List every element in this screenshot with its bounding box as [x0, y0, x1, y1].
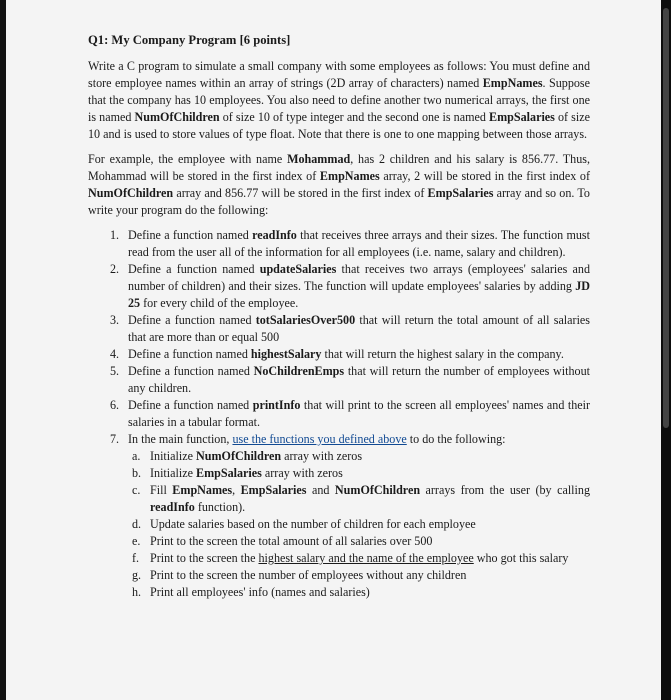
subtask-text [150, 551, 568, 565]
right-scrollbar[interactable] [661, 0, 671, 700]
task-number: 4. [110, 347, 120, 361]
bold-term: EmpSalaries [240, 483, 307, 497]
text-run: that will return the number of employees without any children. [128, 364, 590, 395]
question-content [88, 32, 590, 601]
text-run: Update salaries based on the number of children for each employee [150, 517, 476, 531]
scrollbar-thumb[interactable] [663, 8, 669, 428]
task-text [128, 262, 590, 310]
subtask-letter: e. [132, 534, 141, 548]
task-item [88, 397, 590, 431]
subtask-list [128, 448, 590, 601]
task-number: 1. [110, 228, 120, 242]
underlined-text: highest salary and the name of the employee [258, 551, 474, 565]
text-run: array and 856.77 will be stored in the first index of [173, 186, 428, 200]
intro-paragraph [88, 58, 590, 143]
bold-term: NumOfChildren [196, 449, 282, 463]
subtask-letter: g. [132, 568, 142, 582]
bold-term: highestSalary [250, 347, 322, 361]
text-run: Define a function named [128, 347, 251, 361]
task-item [88, 312, 590, 346]
text-run: function). [194, 500, 246, 514]
bold-term: NumOfChildren [334, 483, 421, 497]
subtask-item [128, 567, 590, 584]
bold-term: NoChildrenEmps [253, 364, 345, 378]
bold-term: EmpSalaries [489, 110, 555, 124]
bold-term: EmpSalaries [427, 186, 494, 200]
bold-term: JD 25 [128, 279, 590, 310]
text-run: Define a function named [128, 228, 253, 242]
subtask-item [128, 533, 590, 550]
bold-term: EmpNames [319, 169, 380, 183]
text-run: Print all employees' info (names and salaries) [150, 585, 370, 599]
text-run: array, 2 will be stored in the first index of [379, 169, 590, 183]
text-run: Define a function named [128, 364, 254, 378]
highlighted-link-text[interactable]: use the functions you defined above [232, 432, 407, 446]
subtask-text [150, 466, 343, 480]
text-run: . Suppose that the company has 10 employees. You also need to define another two numerical arrays, the first one is named [88, 76, 590, 124]
bold-term: NumOfChildren [134, 110, 220, 124]
subtask-text [150, 585, 370, 599]
text-run: array and so on. To write your program do the following: [88, 186, 590, 217]
task-text [128, 364, 590, 395]
text-run: Define a function named [128, 313, 256, 327]
subtask-letter: c. [132, 483, 141, 497]
subtask-text [150, 517, 476, 531]
text-run: of size 10 and is used to store values of type float. Note that there is one to one mapping between those arrays. [88, 110, 590, 141]
task-text [128, 398, 590, 429]
bold-term: updateSalaries [259, 262, 337, 276]
task-text [128, 432, 506, 446]
text-run: for every child of the employee. [140, 296, 299, 310]
text-run: and [306, 483, 335, 497]
subtask-letter: d. [132, 517, 142, 531]
question-title: Q1: My Company Program [6 points] [88, 33, 291, 47]
text-run: In the main function, [128, 432, 233, 446]
subtask-item [128, 482, 590, 516]
task-item [88, 346, 590, 363]
text-run: Initialize [150, 449, 197, 463]
bold-term: EmpNames [172, 483, 233, 497]
text-run: to do the following: [406, 432, 506, 446]
task-number: 3. [110, 313, 120, 327]
subtask-text [150, 534, 432, 548]
subtask-item [128, 516, 590, 533]
text-run: who got this salary [473, 551, 569, 565]
task-item [88, 363, 590, 397]
text-run: Write a C program to simulate a small company with some employees as follows: You must define and store employee names within an array of strings (2D array of characters) named [88, 59, 590, 90]
subtask-letter: h. [132, 585, 142, 599]
text-run: Print to the screen the number of employees without any children [150, 568, 467, 582]
task-number: 6. [110, 398, 120, 412]
text-run: For example, the employee with name [88, 152, 288, 166]
text-run: array with zeros [281, 449, 363, 463]
text-run: array with zeros [261, 466, 343, 480]
bold-term: NumOfChildren [88, 186, 174, 200]
text-run: that receives two arrays (employees' salaries and number of children) and their sizes. The function will update employees' salaries by adding [128, 262, 590, 293]
text-run: Define a function named [128, 262, 260, 276]
text-run: Initialize [150, 466, 197, 480]
task-item [88, 227, 590, 261]
task-list [88, 227, 590, 601]
task-number: 2. [110, 262, 120, 276]
text-run: , has 2 children and his salary is 856.77. Thus, Mohammad will be stored in the first index of [88, 152, 591, 183]
text-run: Define a function named [128, 398, 253, 412]
task-number: 7. [110, 432, 120, 446]
task-text [128, 347, 564, 361]
task-number: 5. [110, 364, 120, 378]
text-run: that will print to the screen all employees' names and their salaries in a tabular format. [128, 398, 591, 429]
bold-term: printInfo [252, 398, 301, 412]
subtask-letter: b. [132, 466, 142, 480]
document-page [6, 0, 661, 700]
text-run: Fill [150, 483, 173, 497]
subtask-item [128, 448, 590, 465]
text-run: that will return the total amount of all salaries that are more than or equal 500 [128, 313, 591, 344]
task-item [88, 431, 590, 601]
bold-term: EmpNames [482, 76, 543, 90]
subtask-item [128, 550, 590, 567]
text-run: , [232, 483, 241, 497]
task-item [88, 261, 590, 312]
subtask-text [150, 483, 590, 514]
subtask-text [150, 449, 362, 463]
bold-term: EmpSalaries [196, 466, 262, 480]
text-run: that receives three arrays and their sizes. The function must read from the user all of the information for all employees (i.e. name, salary and children). [128, 228, 590, 259]
text-run: of size 10 of type integer and the second one is named [219, 110, 490, 124]
bold-term: totSalariesOver500 [255, 313, 356, 327]
task-text [128, 228, 590, 259]
bold-term: Mohammad [287, 152, 351, 166]
subtask-item [128, 465, 590, 482]
subtask-item [128, 584, 590, 601]
subtask-letter: a. [132, 449, 141, 463]
subtask-letter: f. [132, 551, 140, 565]
bold-term: readInfo [150, 500, 195, 514]
text-run: that will return the highest salary in the company. [321, 347, 564, 361]
example-paragraph [88, 151, 590, 219]
text-run: arrays from the user (by calling [420, 483, 590, 497]
text-run: Print to the screen the [150, 551, 259, 565]
subtask-text [150, 568, 466, 582]
bold-term: readInfo [252, 228, 297, 242]
task-text [128, 313, 590, 344]
text-run: Print to the screen the total amount of all salaries over 500 [150, 534, 433, 548]
